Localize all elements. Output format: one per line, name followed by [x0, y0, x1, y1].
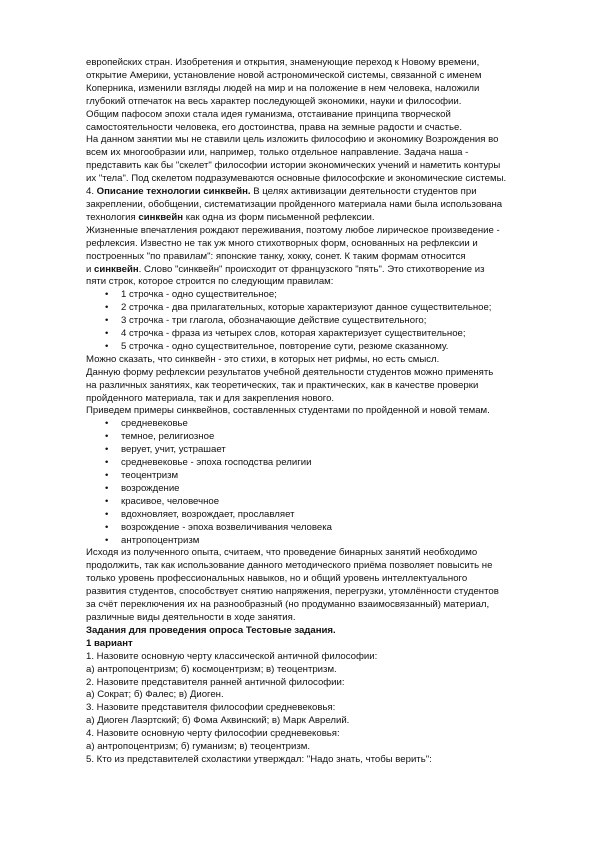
text-line: за счёт переключения их на разнообразный (но продуманно взаимосвязанный) материал, — [86, 599, 490, 611]
variant-heading: 1 вариант — [86, 637, 133, 649]
question-line: 2. Назовите представителя ранней античной философии: — [86, 676, 345, 688]
answer-line: а) Сократ; б) Фалес; в) Диоген. — [86, 689, 224, 701]
text-line: только уровень профессиональных навыков, но и общий уровень интеллектуального — [86, 573, 468, 585]
text-line: Общим пафосом эпохи стала идея гуманизма, отстаивание принципа творческой — [86, 108, 451, 120]
answer-line: а) антропоцентризм; б) космоцентризм; в) теоцентризм. — [86, 663, 337, 675]
intro-paragraph — [86, 57, 514, 109]
text-line: их "тела". Под скелетом подразумеваются основные философские и экономические системы. — [86, 173, 507, 185]
questions-block — [86, 651, 514, 767]
text-line: . Слово "синквейн" происходит от французского "пять". Это стихотворение из — [138, 263, 485, 275]
section-number: 4. — [86, 186, 97, 198]
text-line: европейских стран. Изобретения и открытия, знаменующие переход к Новому времени, — [86, 57, 480, 68]
text-line: всем их многообразии или, например, только отдельное направление. Задача наша - — [86, 147, 469, 159]
text-line: как одна из форм письменной рефлексии. — [183, 211, 375, 223]
text-line: и — [86, 263, 95, 275]
text-line: Коперника, изменили взгляды людей на мир и на положение в нем человека, наложили — [86, 82, 480, 94]
term-sinkvein: синквейн — [94, 263, 139, 275]
tasks-heading: Задания для проведения опроса Тестовые задания. — [86, 624, 336, 636]
text-line: Данную форму рефлексии результатов учебной деятельности студентов можно применять — [86, 366, 494, 378]
list-item: • красивое, человечное — [86, 496, 514, 509]
text-line: продолжить, так как использование данного методического приёма позволяет повысить не — [86, 560, 493, 572]
text-line: представить как бы "скелет" философии истории экономических учений и наметить контуры — [86, 160, 501, 172]
list-item: • антропоцентризм — [86, 535, 514, 548]
rules-list — [86, 289, 514, 354]
text-line: на различных занятиях, как теоретических, так и практических, как в качестве проверки — [86, 379, 479, 391]
list-item: • верует, учит, устрашает — [86, 444, 514, 457]
list-item: • 4 строчка - фраза из четырех слов, которая характеризует существительное; — [86, 328, 514, 341]
document-body — [86, 57, 514, 767]
text-line: развития студентов, способствует снятию напряжения, перегрузки, утомлённости студентов — [86, 586, 499, 598]
goal-paragraph — [86, 134, 514, 186]
term-sinkvein: синквейн — [138, 211, 184, 223]
text-line: В целях активизации деятельности студентов при — [250, 186, 477, 198]
text-line: На данном занятии мы не ставили цель изложить философию и экономику Возрождения во — [86, 134, 499, 146]
text-line: Жизненные впечатления рождают переживания, поэтому любое лирическое произведение - — [86, 224, 500, 236]
list-item: • 2 строчка - два прилагательных, которые характеризуют данное существительное; — [86, 302, 514, 315]
section-4-paragraph — [86, 186, 514, 225]
after-rules-paragraph — [86, 354, 514, 419]
conclusion-paragraph — [86, 547, 514, 624]
question-line: 3. Назовите представителя философии средневековья: — [86, 702, 336, 714]
question-line: 5. Кто из представителей схоластики утверждал: "Надо знать, чтобы верить": — [86, 753, 432, 765]
answer-line: а) Диоген Лаэртский; б) Фома Аквинский; в) Марк Аврелий. — [86, 715, 350, 727]
list-item: • теоцентризм — [86, 470, 514, 483]
text-line: различные виды деятельности в ходе занятия. — [86, 611, 296, 623]
list-item: • средневековье — [86, 418, 514, 431]
text-line: Приведем примеры синквейнов, составленных студентами по пройденной и новой темам. — [86, 405, 490, 417]
list-item: • вдохновляет, возрождает, прославляет — [86, 509, 514, 522]
text-line: технология — [86, 211, 139, 223]
list-item: • 1 строчка - одно существительное; — [86, 289, 514, 302]
text-line: построенных "по правилам": японские танку, хокку, сонет. К таким формам относится — [86, 250, 466, 262]
section-title: Описание технологии синквейн. — [96, 186, 251, 198]
text-line: рефлексия. Известно не так уж много стихотворных форм, основанных на рефлексии и — [86, 237, 478, 249]
list-item: • темное, религиозное — [86, 431, 514, 444]
list-item: • возрождение - эпоха возвеличивания человека — [86, 522, 514, 535]
list-item: • 5 строчка - одно существительное, повторение сути, резюме сказанному. — [86, 341, 514, 354]
answer-line: а) антропоцентризм; б) гуманизм; в) теоцентризм. — [86, 741, 311, 753]
list-item: • возрождение — [86, 483, 514, 496]
examples-list — [86, 418, 514, 547]
text-line: пройденного материала, так и для закрепления нового. — [86, 392, 335, 404]
text-line: самостоятельности человека, его достоинства, права на земные радости и счастье. — [86, 121, 462, 133]
text-line: Исходя из полученного опыта, считаем, что проведение бинарных занятий необходимо — [86, 547, 478, 559]
text-line: глубокий отпечаток на весь характер последующей экономики, науки и философии. — [86, 95, 462, 107]
text-line: пяти строк, которое строится по следующим правилам: — [86, 276, 334, 288]
question-line: 4. Назовите основную черту философии средневековья: — [86, 728, 340, 740]
humanism-paragraph — [86, 109, 514, 135]
text-line: открытие Америки, установление новой астрономической системы, связанной с именем — [86, 69, 482, 81]
lyric-paragraph — [86, 225, 514, 290]
question-line: 1. Назовите основную черту классической античной философии: — [86, 650, 378, 662]
list-item: • средневековье - эпоха господства религии — [86, 457, 514, 470]
text-line: Можно сказать, что синквейн - это стихи, в которых нет рифмы, но есть смысл. — [86, 353, 440, 365]
text-line: закреплении, обобщении, систематизации пройденного материала нами была использована — [86, 198, 503, 210]
list-item: • 3 строчка - три глагола, обозначающие действие существительного; — [86, 315, 514, 328]
